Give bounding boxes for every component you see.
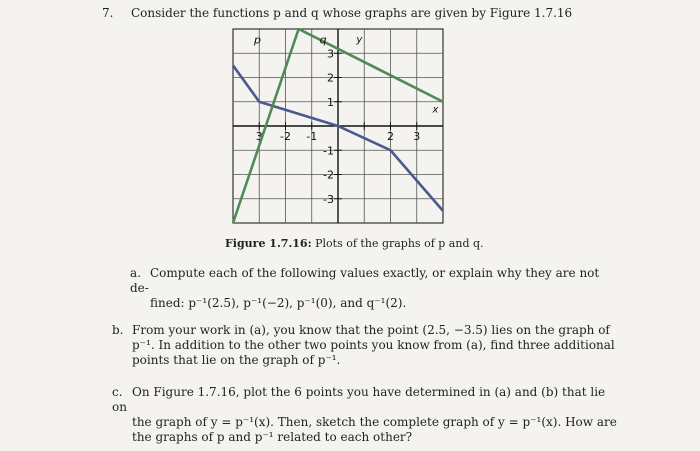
part-c-line1: On Figure 1.7.16, plot the 6 points you have determined in (a) and (b) that lie on [112, 385, 606, 414]
figure-plot [232, 28, 444, 224]
x-tick-label: 3 [413, 130, 421, 143]
x-tick-label: -2 [280, 130, 291, 143]
part-c-label: c. [112, 385, 123, 399]
part-b-line2: p⁻¹. In addition to the other two points you know from (a), find three additional [132, 338, 615, 352]
part-b [112, 323, 617, 368]
y-tick-label: 1 [327, 95, 334, 109]
x-tick-label: -1 [306, 130, 318, 143]
y-axis-label: y [356, 34, 363, 46]
part-a-line1: Compute each of the following values exactly, or explain why they are not de- [130, 266, 600, 295]
problem-number: 7. [102, 6, 114, 20]
y-tick-label: 3 [327, 47, 334, 61]
part-a-label: a. [130, 266, 141, 280]
problem-statement: Consider the functions p and q whose graphs are given by Figure 1.7.16 [131, 6, 573, 20]
part-b-label: b. [112, 323, 124, 337]
part-c-line3: the graphs of p and p⁻¹ related to each other? [132, 430, 413, 444]
part-c [112, 385, 617, 445]
series-q-label: q [319, 33, 327, 47]
x-tick-label: 3 [255, 130, 263, 143]
y-tick-label: -3 [323, 192, 334, 206]
figure-caption [225, 237, 484, 250]
caption-label: Figure 1.7.16: [225, 237, 312, 250]
x-axis-label: x [432, 104, 439, 116]
part-b-line1: From your work in (a), you know that the point (2.5, −3.5) lies on the graph of [132, 323, 610, 337]
part-b-line3: points that lie on the graph of p⁻¹. [132, 353, 341, 367]
y-tick-label: -1 [323, 144, 334, 158]
y-tick-label: 2 [327, 71, 334, 85]
caption-text: Plots of the graphs of p and q. [315, 237, 484, 250]
part-a [130, 266, 600, 311]
series-p-label: p [254, 33, 261, 47]
x-tick-label: 2 [387, 130, 394, 143]
part-c-line2: the graph of y = p⁻¹(x). Then, sketch the complete graph of y = p⁻¹(x). How are [132, 415, 617, 429]
part-a-line2: fined: p⁻¹(2.5), p⁻¹(−2), p⁻¹(0), and q⁻¹(2). [150, 296, 407, 310]
y-tick-label: -2 [323, 168, 334, 182]
